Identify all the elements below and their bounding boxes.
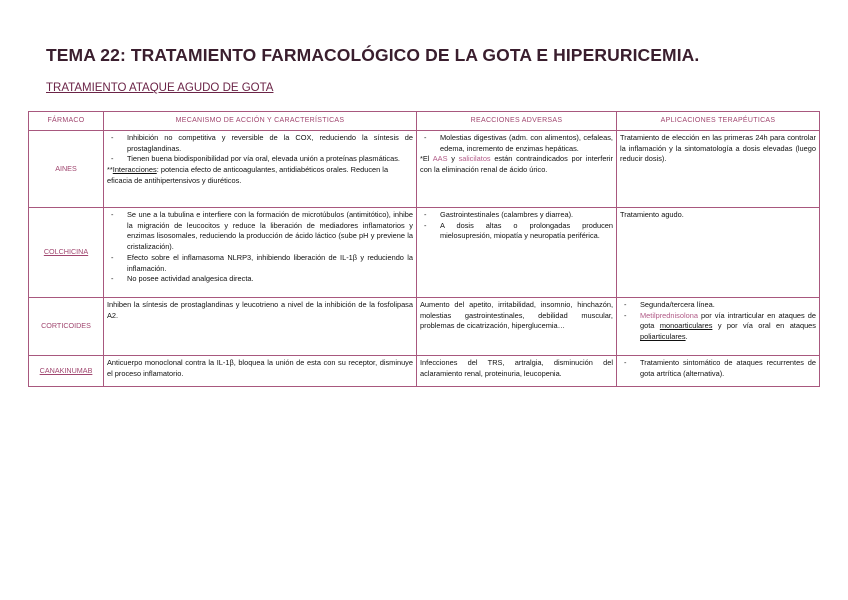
contraindication-note: *El AAS y salicilatos están contraindicados por interferir con la eliminación renal de ácido úrico. [420, 154, 613, 175]
drug-corticoides: CORTICOIDES [29, 298, 104, 356]
page-title: TEMA 22: TRATAMIENTO FARMACOLÓGICO DE LA GOTA E HIPERURICEMIA. [46, 45, 700, 65]
applications-cell [617, 356, 820, 387]
list-item: - Efecto sobre el inflamasoma NLRP3, inhibiendo liberación de IL-1β y reduciendo la inflamación. [107, 253, 413, 274]
list-item: - Inhibición no competitiva y reversible de la COX, reduciendo la síntesis de prostaglandinas. [107, 133, 413, 154]
mechanism-cell [104, 208, 417, 298]
list-item: - No posee actividad analgesica directa. [107, 274, 413, 285]
drug-aines: AINES [29, 131, 104, 208]
section-subtitle: TRATAMIENTO ATAQUE AGUDO DE GOTA [46, 82, 274, 94]
mechanism-cell: Inhiben la síntesis de prostaglandinas y leucotrieno a nivel de la inhibición de la fosfolipasa A2. [104, 298, 417, 356]
list-item: - Se une a la tubulina e interfiere con la formación de microtúbulos (antimitótico), inhibe la migración de leucocitos y reduce la liberación de mediadores inflamatorios y enzimas lisosomales, reduciendo la producción de ácido láctico (sube pH y previene la cristalización). [107, 210, 413, 253]
treatment-table [28, 111, 820, 387]
adverse-cell: Infecciones del TRS, artralgia, disminución del aclaramiento renal, proteinuria, leucopenia. [417, 356, 617, 387]
header-farmaco: FÁRMACO [29, 112, 104, 131]
table-row [29, 356, 820, 387]
header-reacciones: REACCIONES ADVERSAS [417, 112, 617, 131]
applications-cell [617, 298, 820, 356]
table-header-row [29, 112, 820, 131]
interactions-note: **Interacciones: potencia efecto de anticoagulantes, antidiabéticos orales. Reducen la eficacia de antihipertensivos y diuréticos. [107, 165, 389, 185]
mechanism-cell: Anticuerpo monoclonal contra la IL-1β, bloquea la unión de esta con su receptor, disminuye el proceso inflamatorio. [104, 356, 417, 387]
drug-colchicina[interactable]: COLCHICINA [29, 208, 104, 298]
list-item: - A dosis altas o prolongadas producen mielosupresión, miopatía y neuropatía periférica. [420, 221, 613, 242]
list-item: - Segunda/tercera línea. [620, 300, 816, 311]
list-item: - Tratamiento sintomático de ataques recurrentes de gota artrítica (alternativa). [620, 358, 816, 379]
list-item: - Metilprednisolona por vía intrarticular en ataques de gota monoarticulares y por vía oral en ataques poliarticulares. [620, 311, 816, 343]
list-item: - Molestias digestivas (adm. con alimentos), cefaleas, edema, incremento de enzimas hepáticas. [420, 133, 613, 154]
applications-cell: Tratamiento agudo. [617, 208, 820, 298]
table-row [29, 298, 820, 356]
table-row [29, 208, 820, 298]
mechanism-cell [104, 131, 417, 208]
adverse-cell: Aumento del apetito, irritabilidad, insomnio, hinchazón, molestias gastrointestinales, debilidad muscular, problemas de cicatrización, hiperglucemia… [417, 298, 617, 356]
header-mecanismo: MECANISMO DE ACCIÓN Y CARACTERÍSTICAS [104, 112, 417, 131]
list-item: - Gastrointestinales (calambres y diarrea). [420, 210, 613, 221]
applications-cell: Tratamiento de elección en las primeras 24h para controlar la inflamación y la sintomatología a dosis elevadas (luego reducir dosis). [617, 131, 820, 208]
table-row [29, 131, 820, 208]
adverse-cell [417, 208, 617, 298]
header-aplicaciones: APLICACIONES TERAPÉUTICAS [617, 112, 820, 131]
drug-canakinumab[interactable]: CANAKINUMAB [29, 356, 104, 387]
adverse-cell [417, 131, 617, 208]
list-item: - Tienen buena biodisponibilidad por vía oral, elevada unión a proteínas plasmáticas. [107, 154, 413, 165]
